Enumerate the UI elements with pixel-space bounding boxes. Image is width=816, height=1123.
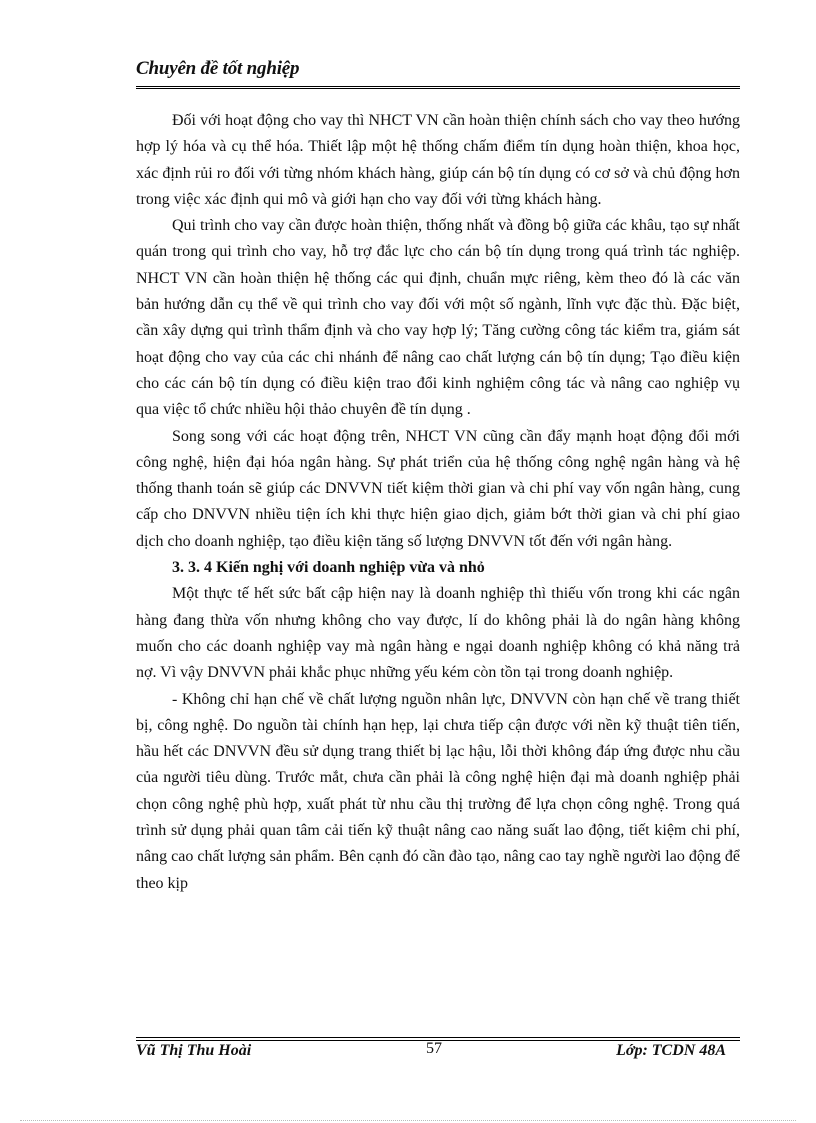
paragraph-equipment: - Không chỉ hạn chế về chất lượng nguồn nhân lực, DNVVN còn hạn chế về trang thiết bị, công nghệ. Do nguồn tài chính hạn hẹp, lại chưa tiếp cận được với nền kỹ thuật tiên tiến, hầu hết các DNVVN đều sử dụng trang thiết bị lạc hậu, lỗi thời không đáp ứng được nhu cầu của người tiêu dùng. Trước mắt, chưa cần phải là công nghệ hiện đại mà doanh nghiệp phải chọn công nghệ phù hợp, xuất phát từ nhu cầu thị trường để lựa chọn công nghệ. Trong quá trình sử dụng phải quan tâm cải tiến kỹ thuật nâng cao năng suất lao động, tiết kiệm chi phí, nâng cao chất lượng sản phẩm. Bên cạnh đó cần đào tạo, nâng cao tay nghề người lao động để theo kịp (136, 690, 740, 892)
page-number: 57 (426, 1040, 442, 1057)
page-bottom-border (20, 1120, 796, 1121)
paragraph-lending-process: Qui trình cho vay cần được hoàn thiện, thống nhất và đồng bộ giữa các khâu, tạo sự nhất quán trong qui trình cho vay, hỗ trợ đắc lực cho cán bộ tín dụng trong quá trình tác nghiệp. NHCT VN cần hoàn thiện hệ thống các qui định, chuẩn mực riêng, kèm theo đó là các văn bản hướng dẫn cụ thể về qui trình cho vay đối với một số ngành, lĩnh vực đặc thù. Đặc biệt, cần xây dựng qui trình thẩm định và cho vay hợp lý; Tăng cường công tác kiểm tra, giám sát hoạt động cho vay của các chi nhánh để nâng cao chất lượng cán bộ tín dụng; Tạo điều kiện cho các cán bộ tín dụng có điều kiện trao đổi kinh nghiệm công tác và nâng cao nghiệp vụ qua việc tổ chức nhiều hội thảo chuyên đề tín dụng . (136, 217, 740, 419)
running-header-title: Chuyên đề tốt nghiệp (136, 58, 300, 79)
paragraph-capital-shortage: Một thực tế hết sức bất cập hiện nay là doanh nghiệp thì thiếu vốn trong khi các ngân hàng đang thừa vốn nhưng không cho vay được, lí do không phải là do ngân hàng không muốn cho các doanh nghiệp vay mà ngân hàng e ngại doanh nghiệp không có khả năng trả nợ. Vì vậy DNVVN phải khắc phục những yếu kém còn tồn tại trong doanh nghiệp. (136, 585, 740, 682)
paragraph-lending-policy: Đối với hoạt động cho vay thì NHCT VN cần hoàn thiện chính sách cho vay theo hướng hợp lý hóa và cụ thể hóa. Thiết lập một hệ thống chấm điểm tín dụng hoàn thiện, khoa học, xác định rủi ro đối với từng nhóm khách hàng, giúp cán bộ tín dụng có cơ sở và chủ động hơn trong việc xác định qui mô và giới hạn cho vay đối với từng khách hàng. (136, 112, 740, 208)
footer-class-label: Lớp: TCDN 48A (616, 1042, 726, 1059)
page-footer (136, 1042, 740, 1066)
section-heading: 3. 3. 4 Kiến nghị với doanh nghiệp vừa và nhỏ (172, 559, 485, 577)
header-divider (136, 86, 740, 89)
paragraph-technology: Song song với các hoạt động trên, NHCT VN cũng cần đẩy mạnh hoạt động đổi mới công nghệ, hiện đại hóa ngân hàng. Sự phát triển của hệ thống công nghệ ngân hàng và hệ thống thanh toán sẽ giúp các DNVVN tiết kiệm thời gian và chi phí vay vốn ngân hàng, cung cấp cho DNVVN nhiều tiện ích khi thực hiện giao dịch, giảm bớt thời gian và chi phí giao dịch cho doanh nghiệp, tạo điều kiện tăng số lượng DNVVN tốt đến với ngân hàng. (136, 427, 740, 550)
footer-author: Vũ Thị Thu Hoài (136, 1042, 252, 1059)
document-body (136, 108, 740, 897)
